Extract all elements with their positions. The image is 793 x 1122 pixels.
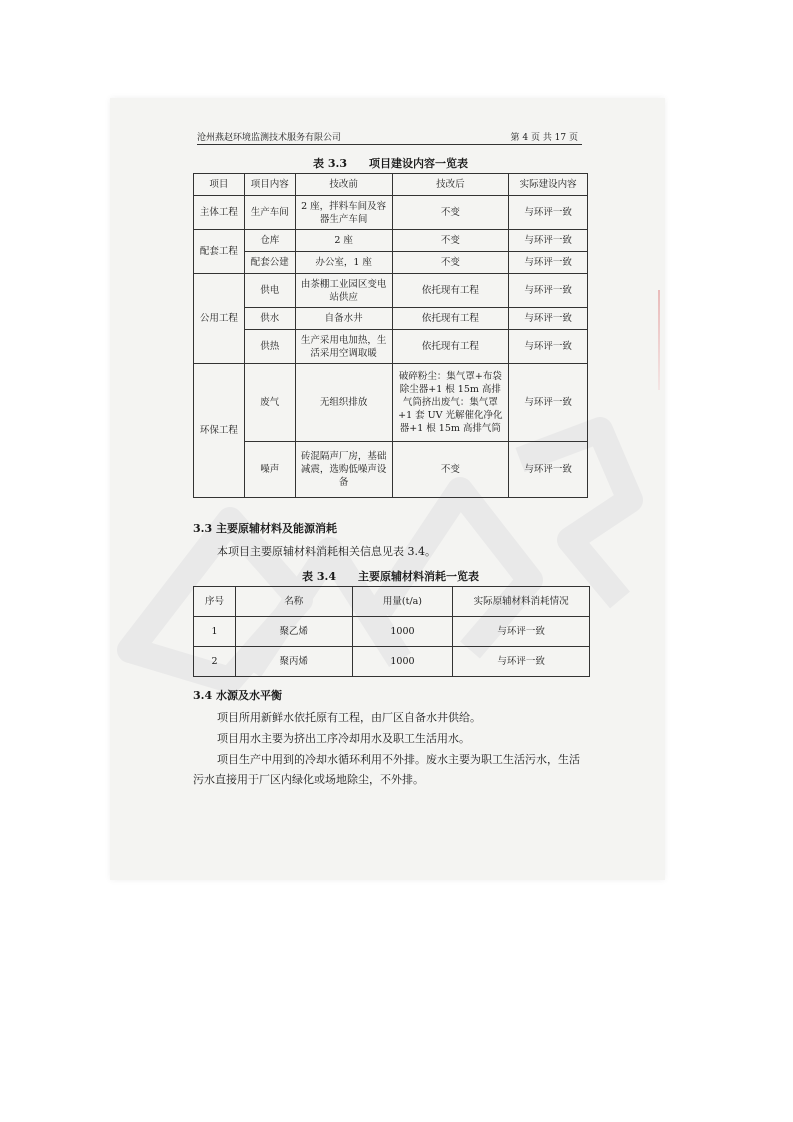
before-cell: 2 座: [295, 230, 392, 252]
column-header: 实际建设内容: [509, 174, 588, 196]
construction-content-table: [193, 173, 588, 498]
table-row: [194, 442, 588, 498]
item-cell: 噪声: [244, 442, 295, 498]
column-header: 项目: [194, 174, 245, 196]
actual-cell: 与环评一致: [509, 308, 588, 330]
before-cell: 由茶棚工业园区变电站供应: [295, 274, 392, 308]
column-header: 项目内容: [244, 174, 295, 196]
item-cell: 废气: [244, 364, 295, 442]
table-row: [194, 617, 590, 647]
item-cell: 供水: [244, 308, 295, 330]
before-cell: 砖混隔声厂房，基础减震，选购低噪声设备: [295, 442, 392, 498]
table-row: [194, 196, 588, 230]
before-cell: 办公室，1 座: [295, 252, 392, 274]
after-cell: 不变: [392, 196, 509, 230]
item-cell: 供电: [244, 274, 295, 308]
table-row: [194, 230, 588, 252]
after-cell: 依托现有工程: [392, 274, 509, 308]
paragraph: 项目用水主要为挤出工序冷却用水及职工生活用水。: [217, 732, 470, 745]
item-cell: 配套公建: [244, 252, 295, 274]
page-number: 第 4 页 共 17 页: [510, 133, 578, 143]
before-cell: 2 座，拌料车间及容器生产车间: [295, 196, 392, 230]
table-row: [194, 308, 588, 330]
item-cell: 生产车间: [244, 196, 295, 230]
paragraph-text: 项目生产中用到的冷却水循环利用不外排。废水主要为职工生活污水，生活污水直接用于厂区内绿化或场地除尘，不外排。: [193, 753, 580, 786]
amount-cell: 1000: [352, 617, 453, 647]
after-cell: 依托现有工程: [392, 330, 509, 364]
page-header: [197, 130, 582, 145]
before-cell: 自备水井: [295, 308, 392, 330]
actual-cell: 与环评一致: [509, 230, 588, 252]
table-3-3-caption: 表 3.3 项目建设内容一览表: [313, 157, 468, 170]
column-header: 技改后: [392, 174, 509, 196]
seal-stamp: [655, 290, 663, 410]
item-cell: 仓库: [244, 230, 295, 252]
section-3-4-title: 3.4 水源及水平衡: [193, 689, 282, 702]
after-cell: 依托现有工程: [392, 308, 509, 330]
table-header-row: [194, 587, 590, 617]
group-cell: 配套工程: [194, 230, 245, 274]
paragraph: [193, 750, 587, 790]
table-row: [194, 330, 588, 364]
actual-cell: 与环评一致: [509, 364, 588, 442]
actual-cell: 与环评一致: [509, 274, 588, 308]
item-cell: 供热: [244, 330, 295, 364]
actual-cell: 与环评一致: [509, 252, 588, 274]
section-3-3-intro: 本项目主要原辅材料消耗相关信息见表 3.4。: [217, 545, 436, 558]
after-cell: 破碎粉尘：集气罩+布袋除尘器+1 根 15m 高排气筒挤出废气：集气罩+1 套 UV 光解催化净化器+1 根 15m 高排气筒: [392, 364, 509, 442]
before-cell: 生产采用电加热，生活采用空调取暖: [295, 330, 392, 364]
table-row: [194, 274, 588, 308]
amount-cell: 1000: [352, 647, 453, 677]
group-cell: 主体工程: [194, 196, 245, 230]
column-header: 序号: [194, 587, 236, 617]
actual-cell: 与环评一致: [453, 617, 590, 647]
actual-cell: 与环评一致: [509, 196, 588, 230]
group-cell: 环保工程: [194, 364, 245, 498]
column-header: 用量(t/a): [352, 587, 453, 617]
after-cell: 不变: [392, 252, 509, 274]
actual-cell: 与环评一致: [509, 330, 588, 364]
actual-cell: 与环评一致: [509, 442, 588, 498]
group-cell: 公用工程: [194, 274, 245, 364]
paragraph: 项目所用新鲜水依托原有工程，由厂区自备水井供给。: [217, 711, 481, 724]
table-header-row: [194, 174, 588, 196]
table-row: [194, 647, 590, 677]
name-cell: 聚乙烯: [235, 617, 352, 647]
name-cell: 聚丙烯: [235, 647, 352, 677]
materials-table: [193, 586, 590, 677]
column-header: 技改前: [295, 174, 392, 196]
number-cell: 1: [194, 617, 236, 647]
number-cell: 2: [194, 647, 236, 677]
section-3-3-title: 3.3 主要原辅材料及能源消耗: [193, 522, 337, 535]
after-cell: 不变: [392, 442, 509, 498]
before-cell: 无组织排放: [295, 364, 392, 442]
company-name: 沧州燕赵环境监测技术服务有限公司: [197, 133, 342, 143]
after-cell: 不变: [392, 230, 509, 252]
column-header: 名称: [235, 587, 352, 617]
table-row: [194, 364, 588, 442]
table-row: [194, 252, 588, 274]
table-3-4-caption: 表 3.4 主要原辅材料消耗一览表: [302, 570, 479, 583]
actual-cell: 与环评一致: [453, 647, 590, 677]
column-header: 实际原辅材料消耗情况: [453, 587, 590, 617]
